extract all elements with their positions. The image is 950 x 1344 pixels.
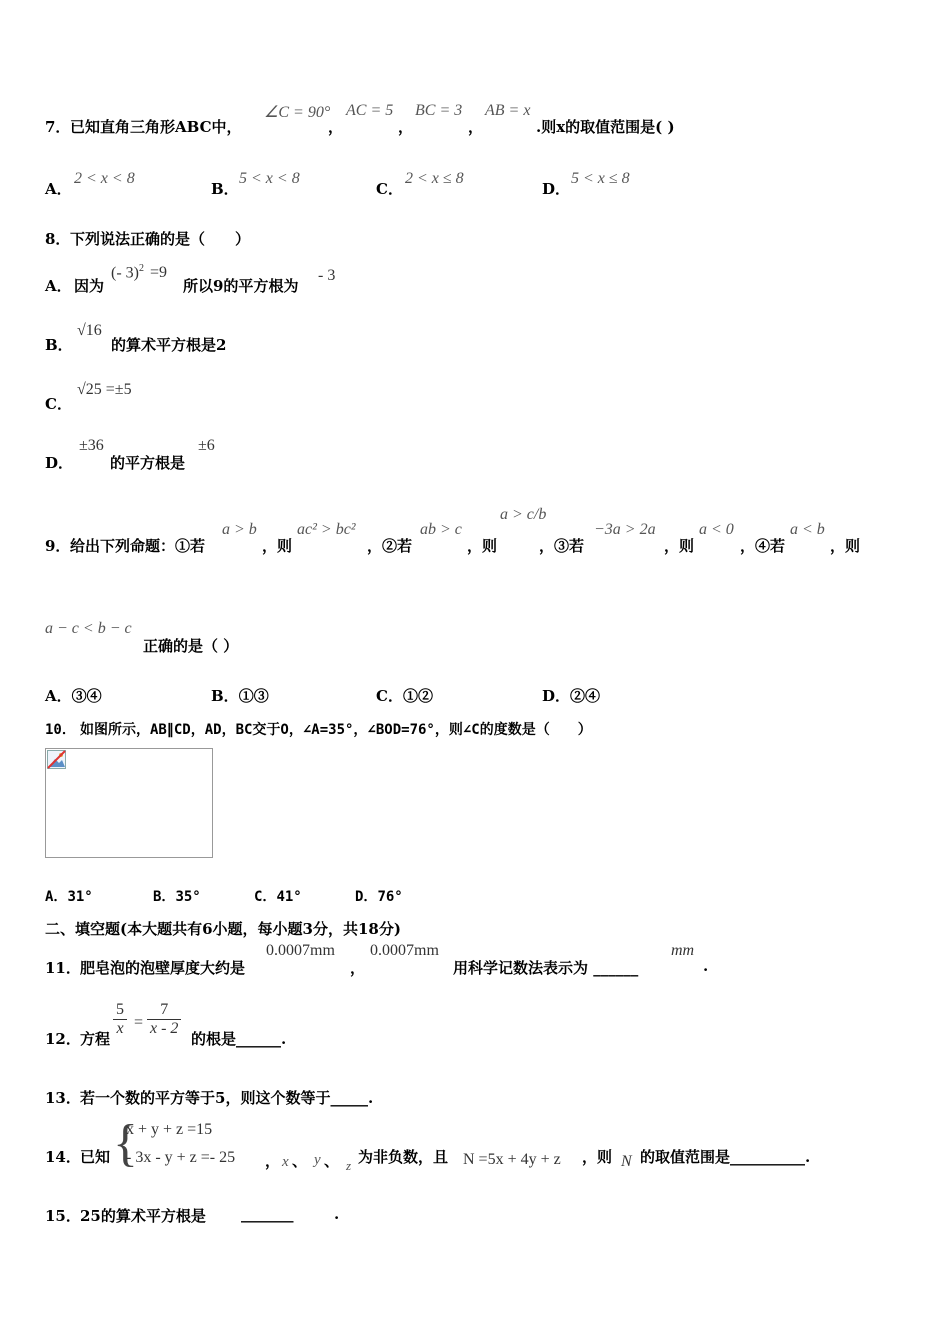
q14-sep: ， bbox=[265, 1152, 281, 1170]
q10-option-c-text: 41° bbox=[276, 889, 302, 905]
q10-option-d-label: D． bbox=[355, 889, 378, 905]
q10-option-a-label: A． bbox=[45, 889, 68, 905]
q11-number: 11． bbox=[45, 959, 81, 977]
q11-stem: 肥皂泡的泡壁厚度大约是 bbox=[80, 959, 246, 977]
q8-option-b-label: B． bbox=[45, 336, 73, 354]
q9-option-d-label: D． bbox=[542, 687, 571, 705]
q14-n: N bbox=[621, 1153, 632, 1170]
q15-end: . bbox=[334, 1205, 340, 1223]
q10-option-a bbox=[45, 886, 93, 906]
q9-option-d-text: ②④ bbox=[570, 687, 601, 705]
q10-option-d bbox=[355, 886, 403, 906]
q10-option-b-text: 35° bbox=[175, 889, 201, 905]
q11-unit: mm bbox=[671, 942, 695, 959]
q11-math-1: 0.0007mm bbox=[266, 942, 335, 959]
q7-cond-angle: ∠C = 90° bbox=[264, 104, 331, 121]
q9-text-7: ，则 bbox=[830, 537, 861, 555]
q8-option-a-base: (- 3) bbox=[111, 264, 139, 282]
q9-text-2: ，②若 bbox=[367, 537, 413, 555]
q11-math-2: 0.0007mm bbox=[370, 942, 439, 959]
q14-var-z: z bbox=[346, 1158, 352, 1173]
q11-end: . bbox=[703, 957, 709, 975]
q9-text-1: ，则 bbox=[262, 537, 293, 555]
q14-tail: 的取值范围是__________. bbox=[640, 1148, 811, 1166]
q8-option-d-math1: ±36 bbox=[79, 437, 104, 454]
q7-sep: ， bbox=[398, 118, 414, 136]
q9-math-8: a − c < b − c bbox=[45, 620, 132, 637]
q11-sep: ， bbox=[350, 959, 366, 977]
q7-option-a: 2 < x < 8 bbox=[74, 170, 135, 187]
q9-option-d bbox=[542, 685, 600, 706]
q7-sep: ， bbox=[468, 118, 484, 136]
q10-option-a-text: 31° bbox=[67, 889, 93, 905]
q8-stem: 下列说法正确的是（ ） bbox=[70, 230, 251, 248]
q7-tail: .则x的取值范围是( ) bbox=[536, 118, 675, 136]
q14-n-expression: N =5x + 4y + z bbox=[463, 1151, 561, 1168]
q12-number: 12． bbox=[45, 1030, 81, 1048]
q9-math-1: a > b bbox=[222, 521, 257, 538]
q8-option-d-label: D． bbox=[45, 454, 74, 472]
q8-option-a-label: A． bbox=[45, 277, 72, 295]
q7-sep: ， bbox=[328, 118, 344, 136]
q8-option-c-label: C． bbox=[45, 395, 72, 413]
q10-figure-placeholder bbox=[45, 748, 213, 858]
q9-text-4: ，③若 bbox=[539, 537, 585, 555]
q9-option-b-label: B． bbox=[211, 687, 239, 705]
q12-left-denominator: x bbox=[116, 1020, 124, 1037]
section-2-heading: 二、填空题(本大题共有6小题，每小题3分，共18分) bbox=[45, 920, 401, 938]
q7-option-b-label: B． bbox=[211, 180, 239, 198]
q8-option-a-math bbox=[111, 263, 167, 282]
broken-image-icon bbox=[47, 750, 67, 770]
q7-cond-ab: AB = x bbox=[485, 102, 531, 119]
q9-text-8: 正确的是（ ） bbox=[143, 637, 239, 655]
q7-option-c-label: C． bbox=[376, 180, 403, 198]
q7-option-d-label: D． bbox=[542, 180, 571, 198]
q9-option-a-text: ③④ bbox=[71, 687, 102, 705]
q14-var-x: x bbox=[282, 1154, 289, 1170]
q9-text-3: ，则 bbox=[467, 537, 498, 555]
q14-stem: 已知 bbox=[80, 1148, 111, 1166]
q14-mid: 为非负数，且 bbox=[358, 1148, 449, 1166]
q9-option-c-text: ①② bbox=[402, 687, 433, 705]
q15-stem: 25的算术平方根是 bbox=[80, 1207, 206, 1225]
q14-dun-2: 、 bbox=[324, 1152, 340, 1170]
q12-right-numerator: 7 bbox=[147, 1001, 181, 1020]
q9-math-7: a < b bbox=[790, 521, 825, 538]
q8-option-a-eq: =9 bbox=[149, 264, 168, 282]
q7-option-d: 5 < x ≤ 8 bbox=[571, 170, 630, 187]
q9-option-c bbox=[376, 685, 433, 706]
q9-stem: 给出下列命题：①若 bbox=[70, 537, 206, 555]
q7-option-b: 5 < x < 8 bbox=[239, 170, 300, 187]
q14-equation-1: x + y + z =15 bbox=[126, 1121, 213, 1138]
q14-mid2: ，则 bbox=[582, 1148, 613, 1166]
q8-option-b-math: √16 bbox=[77, 322, 102, 339]
q9-math-3: ab > c bbox=[420, 521, 462, 538]
q14-dun-1: 、 bbox=[292, 1152, 308, 1170]
q9-option-c-label: C． bbox=[376, 687, 403, 705]
q9-math-5: −3a > 2a bbox=[594, 521, 656, 538]
q12-left-numerator: 5 bbox=[113, 1001, 127, 1020]
q9-text-6: ，④若 bbox=[740, 537, 786, 555]
q12-stem: 方程 bbox=[80, 1030, 111, 1048]
q10-option-c-label: C． bbox=[254, 889, 277, 905]
q15-blank[interactable]: _______ bbox=[241, 1205, 294, 1223]
q15-number: 15． bbox=[45, 1207, 81, 1225]
q12-right-denominator: x - 2 bbox=[150, 1020, 179, 1037]
q9-math-4: a > c/b bbox=[500, 506, 547, 523]
q9-text-5: ，则 bbox=[664, 537, 695, 555]
q7-stem: 已知直角三角形ABC中， bbox=[70, 118, 242, 136]
q8-option-a-mid: 所以9的平方根为 bbox=[183, 277, 299, 295]
q7-cond-ac: AC = 5 bbox=[346, 102, 394, 119]
q7-cond-bc: BC = 3 bbox=[415, 102, 463, 119]
q9-option-a bbox=[45, 685, 102, 706]
q10-stem: 如图所示，AB∥CD，AD，BC交于O，∠A=35°，∠BOD=76°，则∠C的度数是（ ） bbox=[80, 722, 592, 738]
q9-option-a-label: A． bbox=[45, 687, 72, 705]
q7-option-c: 2 < x ≤ 8 bbox=[405, 170, 464, 187]
q10-option-b bbox=[153, 886, 201, 906]
q11-mid: 用科学记数法表示为 ______ bbox=[453, 959, 639, 977]
q7-number: 7． bbox=[45, 118, 71, 136]
q14-var-y: y bbox=[314, 1152, 321, 1168]
q8-option-a-answer: - 3 bbox=[318, 267, 336, 284]
q8-option-d-text: 的平方根是 bbox=[110, 454, 186, 472]
q12-fraction-left bbox=[113, 1001, 127, 1038]
q12-tail: 的根是______. bbox=[191, 1030, 287, 1048]
q10-option-d-text: 76° bbox=[377, 889, 403, 905]
q14-brace: { bbox=[113, 1115, 138, 1172]
q14-number: 14． bbox=[45, 1148, 81, 1166]
q8-option-a-exp: 2 bbox=[138, 263, 144, 274]
q9-option-b-text: ①③ bbox=[238, 687, 269, 705]
q10-number: 10． bbox=[45, 722, 76, 738]
q12-fraction-right bbox=[147, 1001, 181, 1038]
q9-math-6: a < 0 bbox=[699, 521, 734, 538]
q8-option-b-text: 的算术平方根是2 bbox=[111, 336, 227, 354]
q8-number: 8． bbox=[45, 230, 71, 248]
q8-option-d-math2: ±6 bbox=[198, 437, 215, 454]
q9-math-2: ac² > bc² bbox=[297, 521, 356, 538]
q9-number: 9． bbox=[45, 537, 71, 555]
q10-option-c bbox=[254, 886, 302, 906]
q12-equals: = bbox=[134, 1014, 144, 1031]
q8-option-a-pre: 因为 bbox=[74, 277, 105, 295]
q10-option-b-label: B． bbox=[153, 889, 176, 905]
q13-number: 13． bbox=[45, 1089, 81, 1107]
q8-option-c-math: √25 =±5 bbox=[77, 381, 132, 398]
q9-option-b bbox=[211, 685, 269, 706]
q13-stem: 若一个数的平方等于5，则这个数等于_____. bbox=[80, 1089, 374, 1107]
q7-option-a-label: A． bbox=[45, 180, 72, 198]
q14-equation-2: - 3x - y + z =- 25 bbox=[126, 1149, 236, 1166]
